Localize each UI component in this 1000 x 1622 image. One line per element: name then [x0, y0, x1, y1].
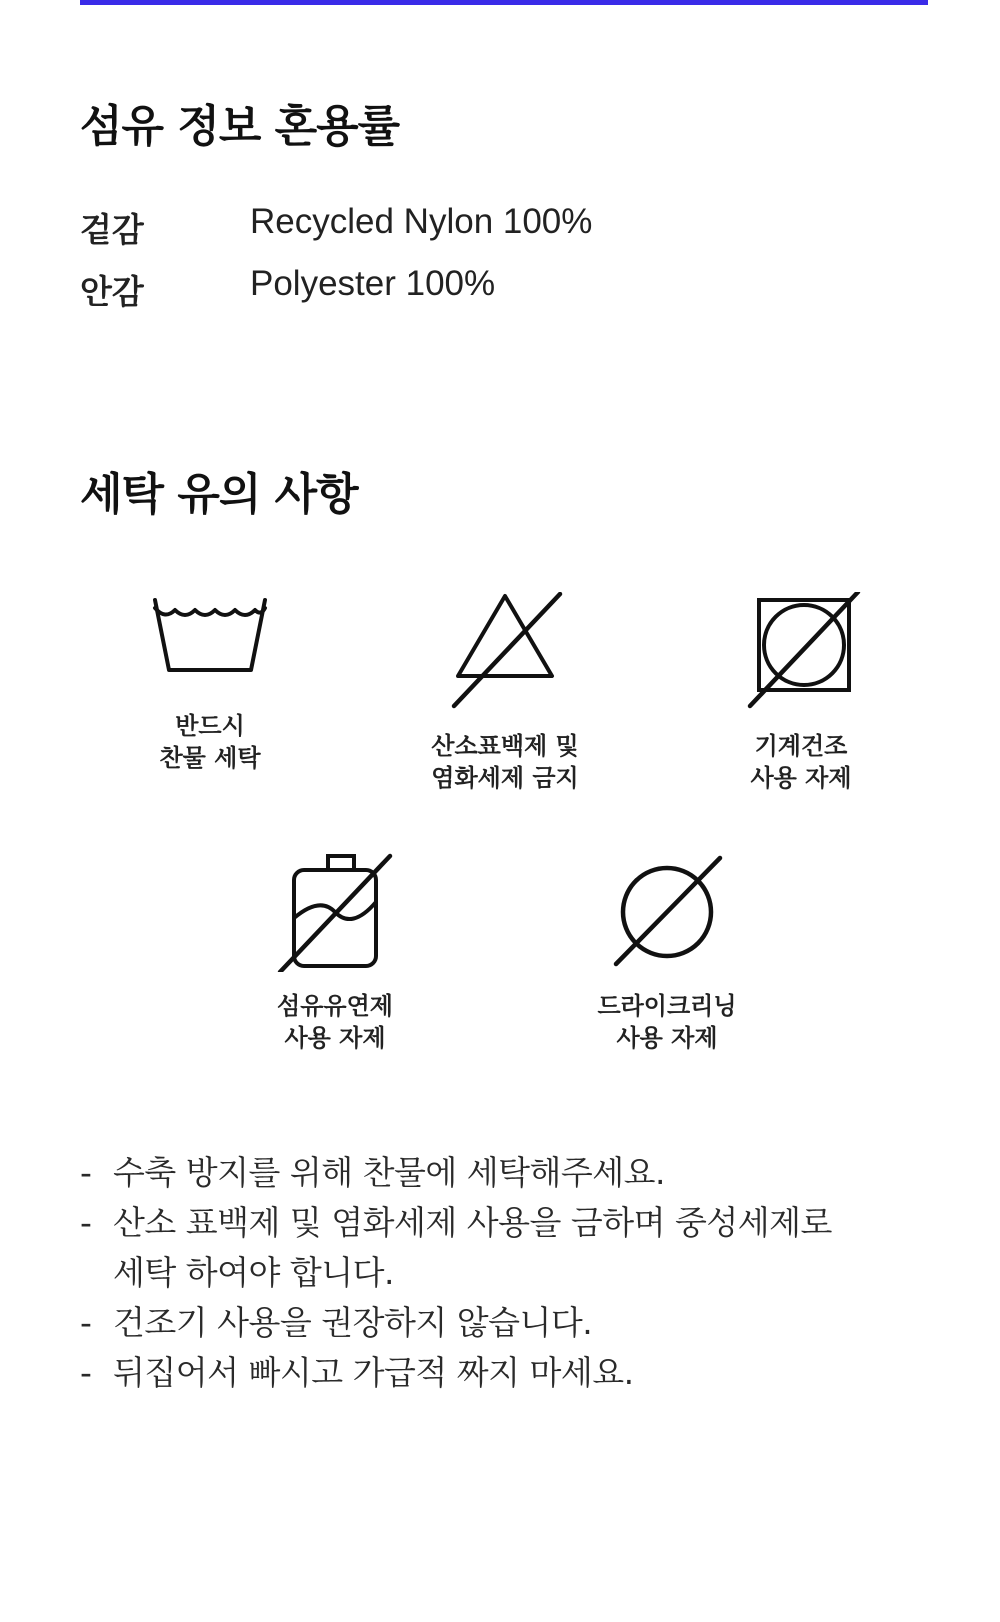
fiber-info-title: 섬유 정보 혼용률 — [80, 101, 400, 152]
care-item-label: 섬유유연제 사용 자제 — [277, 992, 393, 1052]
care-note-item — [80, 1348, 940, 1398]
no-fabric-softener-icon — [270, 852, 400, 972]
list-dash: - — [80, 1303, 92, 1342]
care-note-text: 수축 방지를 위해 찬물에 세탁해주세요. — [113, 1153, 665, 1192]
care-note-text: 건조기 사용을 권장하지 않습니다. — [113, 1303, 593, 1342]
list-dash: - — [80, 1203, 92, 1242]
care-item-no-fabric-softener — [205, 852, 465, 1054]
fiber-row-outer — [80, 204, 880, 254]
care-note-text-continued: 세탁 하여야 합니다. — [113, 1253, 394, 1292]
care-note-item — [80, 1298, 940, 1348]
care-note-item — [80, 1198, 940, 1298]
washing-basin-icon — [145, 592, 275, 692]
top-accent-rule — [80, 0, 928, 5]
fiber-material-value: Polyester 100% — [250, 264, 496, 303]
fiber-part-label: 안감 — [80, 272, 144, 311]
fiber-part-label: 겉감 — [80, 210, 144, 249]
no-dry-clean-icon — [602, 852, 732, 972]
care-item-cold-wash — [80, 592, 340, 774]
care-item-no-tumble-dry — [671, 592, 931, 794]
care-note-item — [80, 1148, 940, 1198]
care-notes-list — [80, 1148, 940, 1398]
care-note-text: 뒤집어서 빠시고 가급적 짜지 마세요. — [113, 1353, 634, 1392]
care-item-no-bleach — [375, 592, 635, 794]
care-item-label: 산소표백제 및 염화세제 금지 — [431, 732, 579, 792]
fiber-material-value: Recycled Nylon 100% — [250, 202, 593, 241]
no-tumble-dry-icon — [736, 592, 866, 712]
care-instructions-title: 세탁 유의 사항 — [80, 469, 358, 520]
list-dash: - — [80, 1353, 92, 1392]
care-item-label: 기계건조 사용 자제 — [750, 732, 852, 792]
care-note-text: 산소 표백제 및 염화세제 사용을 금하며 중성세제로 — [113, 1203, 832, 1242]
care-item-label: 반드시 찬물 세탁 — [159, 712, 261, 772]
no-bleach-icon — [440, 592, 570, 712]
care-item-no-dry-clean — [537, 852, 797, 1054]
list-dash: - — [80, 1153, 92, 1192]
care-item-label: 드라이크리닝 사용 자제 — [597, 992, 737, 1052]
fiber-row-lining — [80, 266, 880, 316]
